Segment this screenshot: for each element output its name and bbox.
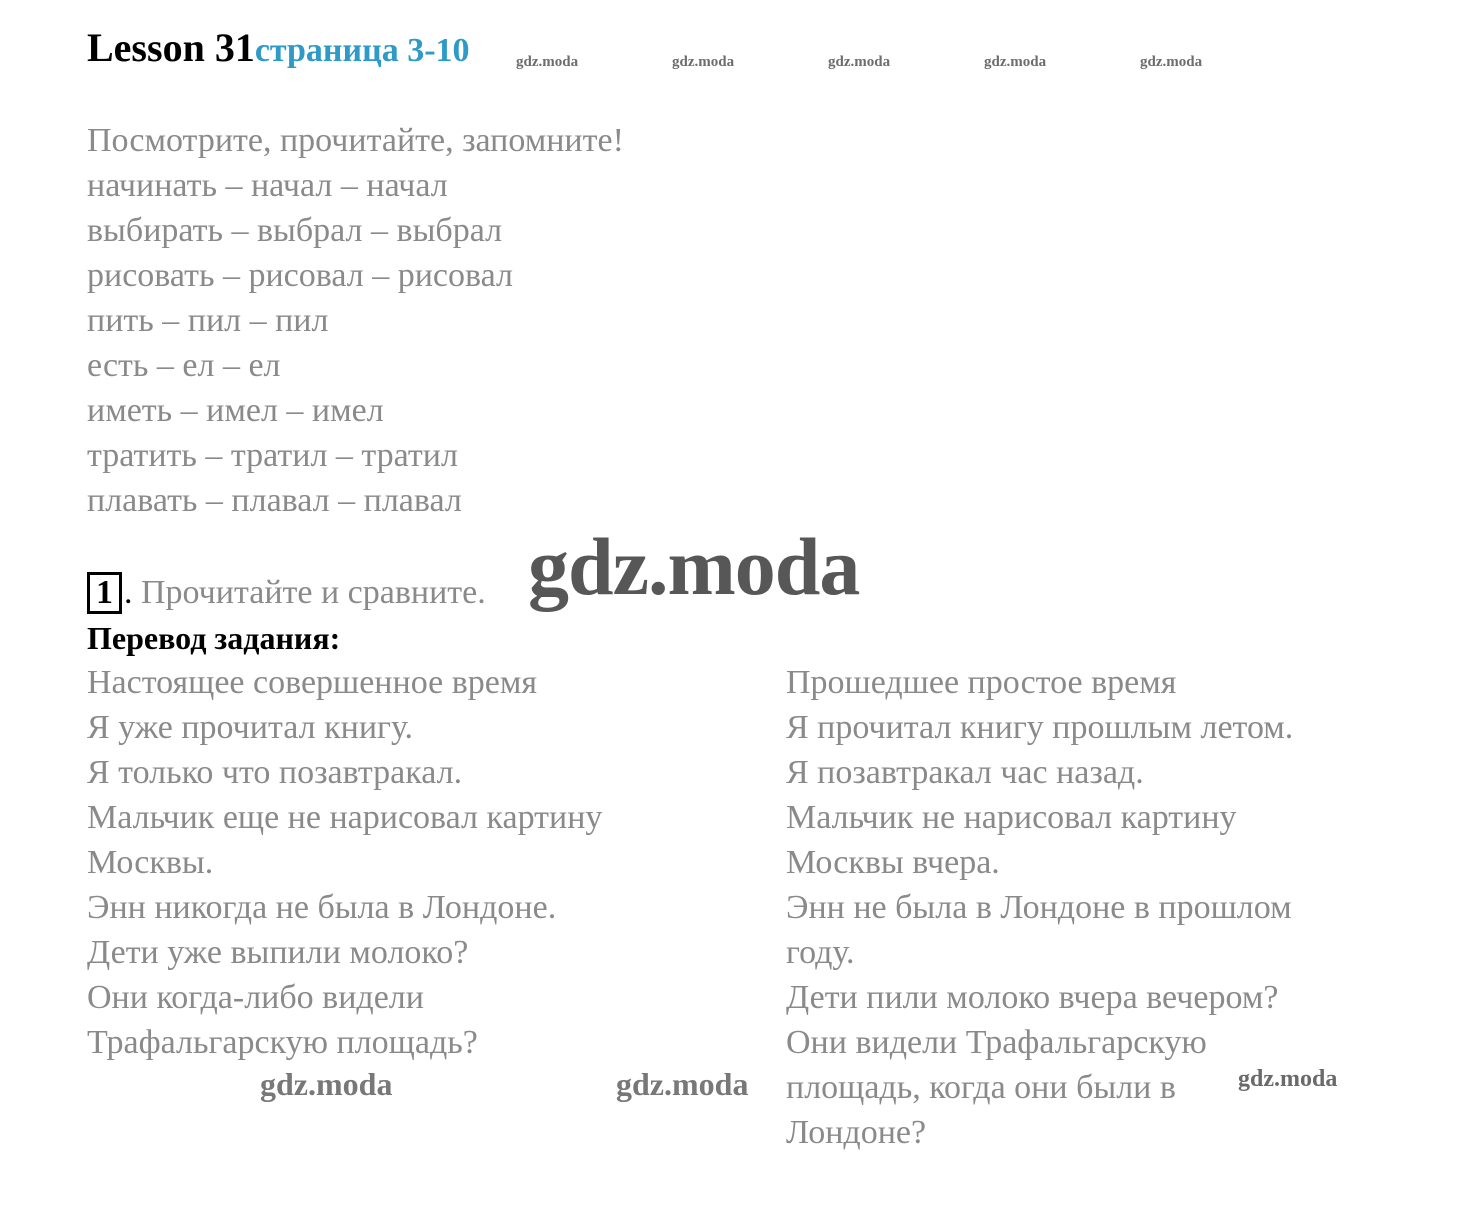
- task-number-badge: 1: [87, 572, 122, 614]
- watermark-logo: gdz.moda: [828, 54, 891, 70]
- sentence-line: Энн никогда не была в Лондоне.: [87, 889, 557, 926]
- watermark-logo: gdz.moda: [260, 1066, 393, 1102]
- task-instruction: Прочитайте и сравните.: [141, 574, 486, 611]
- sentence-line: Я уже прочитал книгу.: [87, 709, 414, 746]
- verb-forms-item: плавать – плавал – плавал: [87, 482, 462, 519]
- lesson-title: Lesson 31: [87, 25, 255, 70]
- sentence-line: Мальчик не нарисовал картину: [786, 799, 1237, 836]
- verb-forms-item: пить – пил – пил: [87, 302, 329, 339]
- verb-forms-item: рисовать – рисовал – рисовал: [87, 257, 513, 294]
- sentence-line: Я только что позавтракал.: [87, 754, 463, 791]
- sentence-line: Дети пили молоко вчера вечером?: [786, 979, 1279, 1016]
- sentence-line: Они видели Трафальгарскую: [786, 1024, 1207, 1061]
- sentence-line: Я прочитал книгу прошлым летом.: [786, 709, 1294, 746]
- verb-forms-item: тратить – тратил – тратил: [87, 437, 458, 474]
- sentence-line: Мальчик еще не нарисовал картину: [87, 799, 603, 836]
- task-instruction-line: [87, 570, 486, 615]
- verb-forms-item: выбирать – выбрал – выбрал: [87, 212, 503, 249]
- watermark-logo: gdz.moda: [672, 54, 735, 70]
- sentence-line: площадь, когда они были в: [786, 1069, 1176, 1106]
- sentence-line: году.: [786, 934, 855, 971]
- watermark-logo: gdz.moda: [616, 1066, 749, 1102]
- watermark-logo-large: gdz.moda: [528, 521, 860, 612]
- page-title: [87, 22, 470, 77]
- past-simple-column: [786, 660, 1293, 1155]
- sentence-line: Энн не была в Лондоне в прошлом: [786, 889, 1292, 926]
- task-number-dot: .: [124, 574, 133, 611]
- translation-heading: Перевод задания:: [87, 620, 341, 656]
- watermark-logo: gdz.moda: [516, 54, 579, 70]
- page-reference: страница 3-10: [254, 32, 470, 69]
- intro-prompt: Посмотрите, прочитайте, запомните!: [87, 122, 624, 159]
- sentence-line: Москвы вчера.: [786, 844, 1000, 881]
- sentence-line: Они когда-либо видели: [87, 979, 424, 1016]
- column-heading: Настоящее совершенное время: [87, 664, 538, 701]
- verb-forms-list: [87, 163, 513, 523]
- sentence-line: Москвы.: [87, 844, 214, 881]
- sentence-line: Трафальгарскую площадь?: [87, 1024, 478, 1061]
- column-heading: Прошедшее простое время: [786, 664, 1177, 701]
- verb-forms-item: иметь – имел – имел: [87, 392, 384, 429]
- sentence-line: Я позавтракал час назад.: [786, 754, 1144, 791]
- sentence-line: Дети уже выпили молоко?: [87, 934, 469, 971]
- verb-forms-item: есть – ел – ел: [87, 347, 281, 384]
- verb-forms-item: начинать – начал – начал: [87, 167, 448, 204]
- watermark-logo: gdz.moda: [1238, 1066, 1338, 1092]
- sentence-line: Лондоне?: [786, 1114, 927, 1151]
- watermark-logo: gdz.moda: [1140, 54, 1203, 70]
- watermark-logo: gdz.moda: [984, 54, 1047, 70]
- present-perfect-column: [87, 660, 602, 1065]
